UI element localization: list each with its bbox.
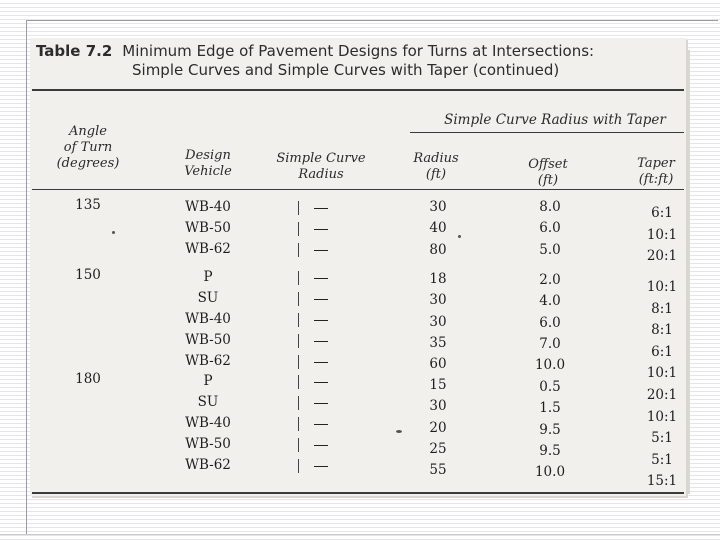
vehicle-cell: WB-62 bbox=[185, 457, 231, 473]
simple-radius-dash bbox=[314, 403, 328, 404]
taper-cell: 10:1 bbox=[646, 365, 678, 382]
vehicle-cell: WB-50 bbox=[185, 220, 231, 236]
simple-radius-bar bbox=[298, 201, 299, 215]
scan-speck bbox=[458, 235, 461, 238]
header-offset-line-1: Offset bbox=[528, 157, 568, 172]
header-vehicle-line-1: Design bbox=[185, 148, 231, 163]
radius-cell: 30 bbox=[429, 313, 447, 330]
header-vehicle-line-2: Vehicle bbox=[184, 164, 232, 179]
taper-cell: 20:1 bbox=[646, 248, 678, 265]
header-taper bbox=[626, 156, 686, 188]
header-simple-line-1: Simple Curve bbox=[276, 151, 366, 166]
header-vehicle bbox=[168, 148, 248, 180]
table-title-line-1 bbox=[36, 42, 676, 61]
vehicle-cell: WB-40 bbox=[185, 199, 231, 215]
taper-cell: 5:1 bbox=[651, 451, 673, 468]
radius-cell: 30 bbox=[429, 199, 447, 215]
simple-radius-bar bbox=[298, 375, 299, 389]
offset-cell: 8.0 bbox=[539, 199, 561, 215]
table-title-line-2: Simple Curves and Simple Curves with Taper (continued) bbox=[132, 61, 560, 79]
vehicle-cell: WB-62 bbox=[185, 353, 231, 369]
angle-cell: 180 bbox=[75, 371, 101, 387]
scanned-table-page bbox=[30, 38, 686, 496]
simple-radius-dash bbox=[314, 445, 328, 446]
simple-radius-dash bbox=[314, 250, 328, 251]
angle-cell: 135 bbox=[75, 197, 101, 213]
header-angle-line-3: (degrees) bbox=[56, 156, 120, 171]
simple-radius-dash bbox=[314, 341, 328, 342]
simple-radius-bar bbox=[298, 271, 299, 285]
vehicle-cell: WB-62 bbox=[185, 241, 231, 257]
vehicle-cell: SU bbox=[197, 394, 219, 410]
radius-cell: 40 bbox=[429, 220, 447, 237]
taper-cell: 8:1 bbox=[651, 300, 673, 317]
scan-speck bbox=[112, 231, 115, 234]
header-rule bbox=[32, 189, 684, 190]
taper-cell: 6:1 bbox=[651, 343, 673, 360]
vehicle-cell: WB-50 bbox=[185, 332, 231, 348]
header-radius-line-2: (ft) bbox=[425, 167, 447, 182]
scan-speck bbox=[396, 430, 402, 433]
simple-radius-dash bbox=[314, 424, 328, 425]
simple-radius-bar bbox=[298, 313, 299, 327]
simple-radius-dash bbox=[314, 362, 328, 363]
offset-cell: 7.0 bbox=[539, 336, 561, 353]
group-rule bbox=[410, 132, 684, 133]
offset-cell: 10.0 bbox=[534, 357, 566, 374]
vehicle-cell: WB-40 bbox=[185, 311, 231, 327]
taper-cell: 10:1 bbox=[646, 226, 678, 243]
radius-cell: 25 bbox=[429, 440, 447, 457]
table-number: Table 7.2 bbox=[36, 42, 113, 60]
top-rule bbox=[32, 89, 684, 91]
simple-radius-dash bbox=[314, 466, 328, 467]
header-taper-line-2: (ft:ft) bbox=[638, 172, 674, 187]
slide-frame-bottom bbox=[0, 534, 720, 535]
offset-cell: 2.0 bbox=[539, 272, 561, 288]
simple-radius-bar bbox=[298, 396, 299, 410]
offset-cell: 1.5 bbox=[539, 400, 561, 417]
vehicle-cell: P bbox=[203, 373, 213, 389]
simple-radius-bar bbox=[298, 459, 299, 473]
taper-cell: 10:1 bbox=[646, 408, 678, 425]
taper-cell: 5:1 bbox=[651, 430, 673, 447]
header-offset-line-2: (ft) bbox=[537, 173, 559, 188]
angle-cell: 150 bbox=[75, 267, 101, 283]
header-offset bbox=[508, 157, 588, 189]
simple-radius-bar bbox=[298, 334, 299, 348]
slide-frame-top bbox=[26, 20, 718, 37]
slide-frame-left bbox=[26, 20, 27, 535]
simple-radius-dash bbox=[314, 382, 328, 383]
header-angle bbox=[48, 124, 128, 172]
header-radius-line-1: Radius bbox=[413, 151, 459, 166]
radius-cell: 30 bbox=[429, 398, 447, 415]
header-taper-line-1: Taper bbox=[637, 156, 675, 171]
simple-radius-bar bbox=[298, 292, 299, 306]
radius-cell: 60 bbox=[429, 356, 447, 373]
offset-cell: 10.0 bbox=[534, 464, 566, 481]
table-title bbox=[36, 42, 676, 79]
simple-radius-dash bbox=[314, 208, 328, 209]
offset-cell: 6.0 bbox=[539, 220, 561, 237]
radius-cell: 18 bbox=[429, 271, 447, 287]
taper-cell: 6:1 bbox=[651, 205, 673, 221]
simple-radius-bar bbox=[298, 222, 299, 236]
vehicle-cell: WB-40 bbox=[185, 415, 231, 431]
simple-radius-bar bbox=[298, 355, 299, 369]
offset-cell: 9.5 bbox=[539, 443, 561, 460]
simple-radius-bar bbox=[298, 438, 299, 452]
header-simple bbox=[266, 151, 376, 183]
header-radius bbox=[396, 151, 476, 183]
simple-radius-dash bbox=[314, 229, 328, 230]
simple-radius-bar bbox=[298, 243, 299, 257]
taper-cell: 8:1 bbox=[651, 322, 673, 339]
taper-cell: 15:1 bbox=[646, 473, 678, 490]
taper-cell: 10:1 bbox=[646, 279, 678, 295]
header-angle-line-2: of Turn bbox=[63, 140, 113, 155]
radius-cell: 30 bbox=[429, 292, 447, 309]
offset-cell: 4.0 bbox=[539, 293, 561, 310]
offset-cell: 5.0 bbox=[539, 241, 561, 258]
taper-cell: 20:1 bbox=[646, 387, 678, 403]
radius-cell: 55 bbox=[429, 462, 447, 479]
offset-cell: 9.5 bbox=[539, 421, 561, 438]
radius-cell: 80 bbox=[429, 241, 447, 258]
header-angle-line-1: Angle bbox=[69, 124, 107, 139]
radius-cell: 20 bbox=[429, 419, 447, 436]
radius-cell: 35 bbox=[429, 334, 447, 351]
offset-cell: 0.5 bbox=[539, 379, 561, 395]
table-title-text-1: Minimum Edge of Pavement Designs for Turns at Intersections: bbox=[122, 42, 595, 60]
simple-radius-bar bbox=[298, 417, 299, 431]
simple-radius-dash bbox=[314, 320, 328, 321]
vehicle-cell: WB-50 bbox=[185, 436, 231, 452]
simple-radius-dash bbox=[314, 278, 328, 279]
vehicle-cell: P bbox=[203, 269, 213, 285]
offset-cell: 6.0 bbox=[539, 314, 561, 331]
bottom-rule bbox=[32, 492, 684, 494]
radius-cell: 15 bbox=[429, 377, 447, 393]
simple-radius-dash bbox=[314, 299, 328, 300]
vehicle-cell: SU bbox=[197, 290, 219, 306]
header-simple-line-2: Radius bbox=[298, 167, 344, 182]
group-header: Simple Curve Radius with Taper bbox=[444, 112, 666, 128]
